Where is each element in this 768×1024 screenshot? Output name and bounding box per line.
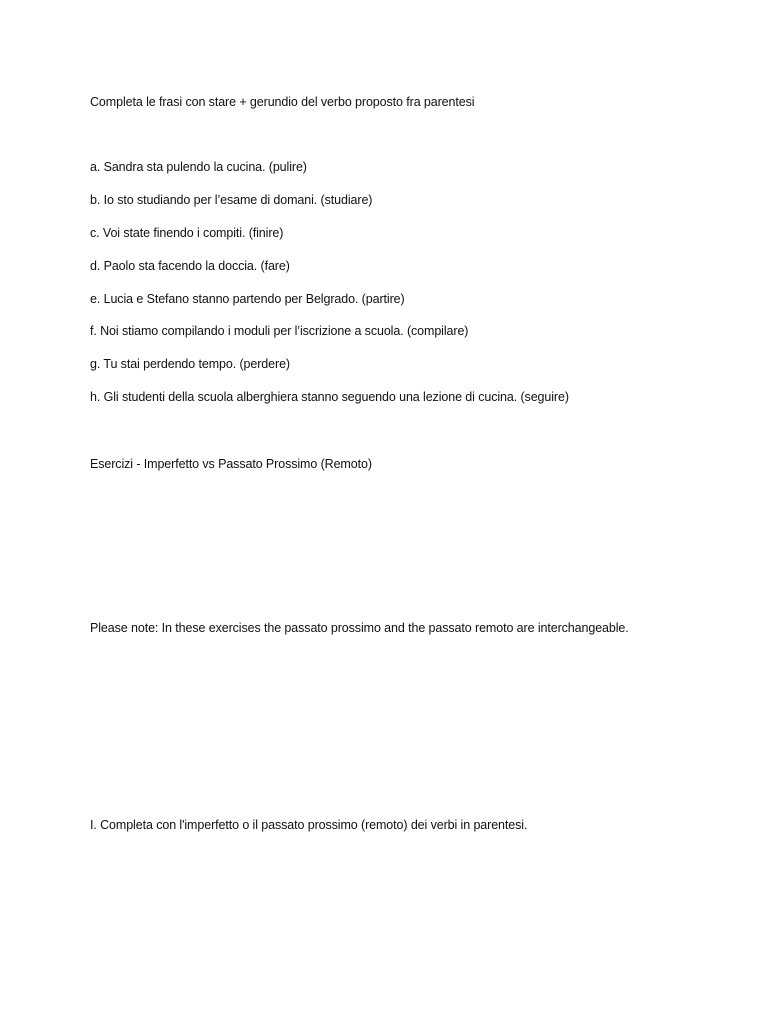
- task-instruction: I. Completa con l'imperfetto o il passato prossimo (remoto) dei verbi in parentesi.: [90, 818, 528, 832]
- sentence-c: c. Voi state finendo i compiti. (finire): [90, 226, 284, 240]
- instruction-text: Completa le frasi con stare + gerundio del verbo proposto fra parentesi: [90, 95, 475, 109]
- sentence-a: a. Sandra sta pulendo la cucina. (pulire): [90, 160, 307, 174]
- sentence-b: b. Io sto studiando per l’esame di domani. (studiare): [90, 193, 373, 207]
- note-text: Please note: In these exercises the passato prossimo and the passato remoto are interchangeable.: [90, 621, 629, 635]
- sentence-d: d. Paolo sta facendo la doccia. (fare): [90, 259, 290, 273]
- sentence-e: e. Lucia e Stefano stanno partendo per Belgrado. (partire): [90, 292, 405, 306]
- sentence-h: h. Gli studenti della scuola alberghiera stanno seguendo una lezione di cucina. (seguire): [90, 390, 569, 404]
- sentence-f: f. Noi stiamo compilando i moduli per l’iscrizione a scuola. (compilare): [90, 324, 469, 338]
- sentence-g: g. Tu stai perdendo tempo. (perdere): [90, 357, 290, 371]
- exercise-heading: Esercizi - Imperfetto vs Passato Prossimo (Remoto): [90, 457, 372, 471]
